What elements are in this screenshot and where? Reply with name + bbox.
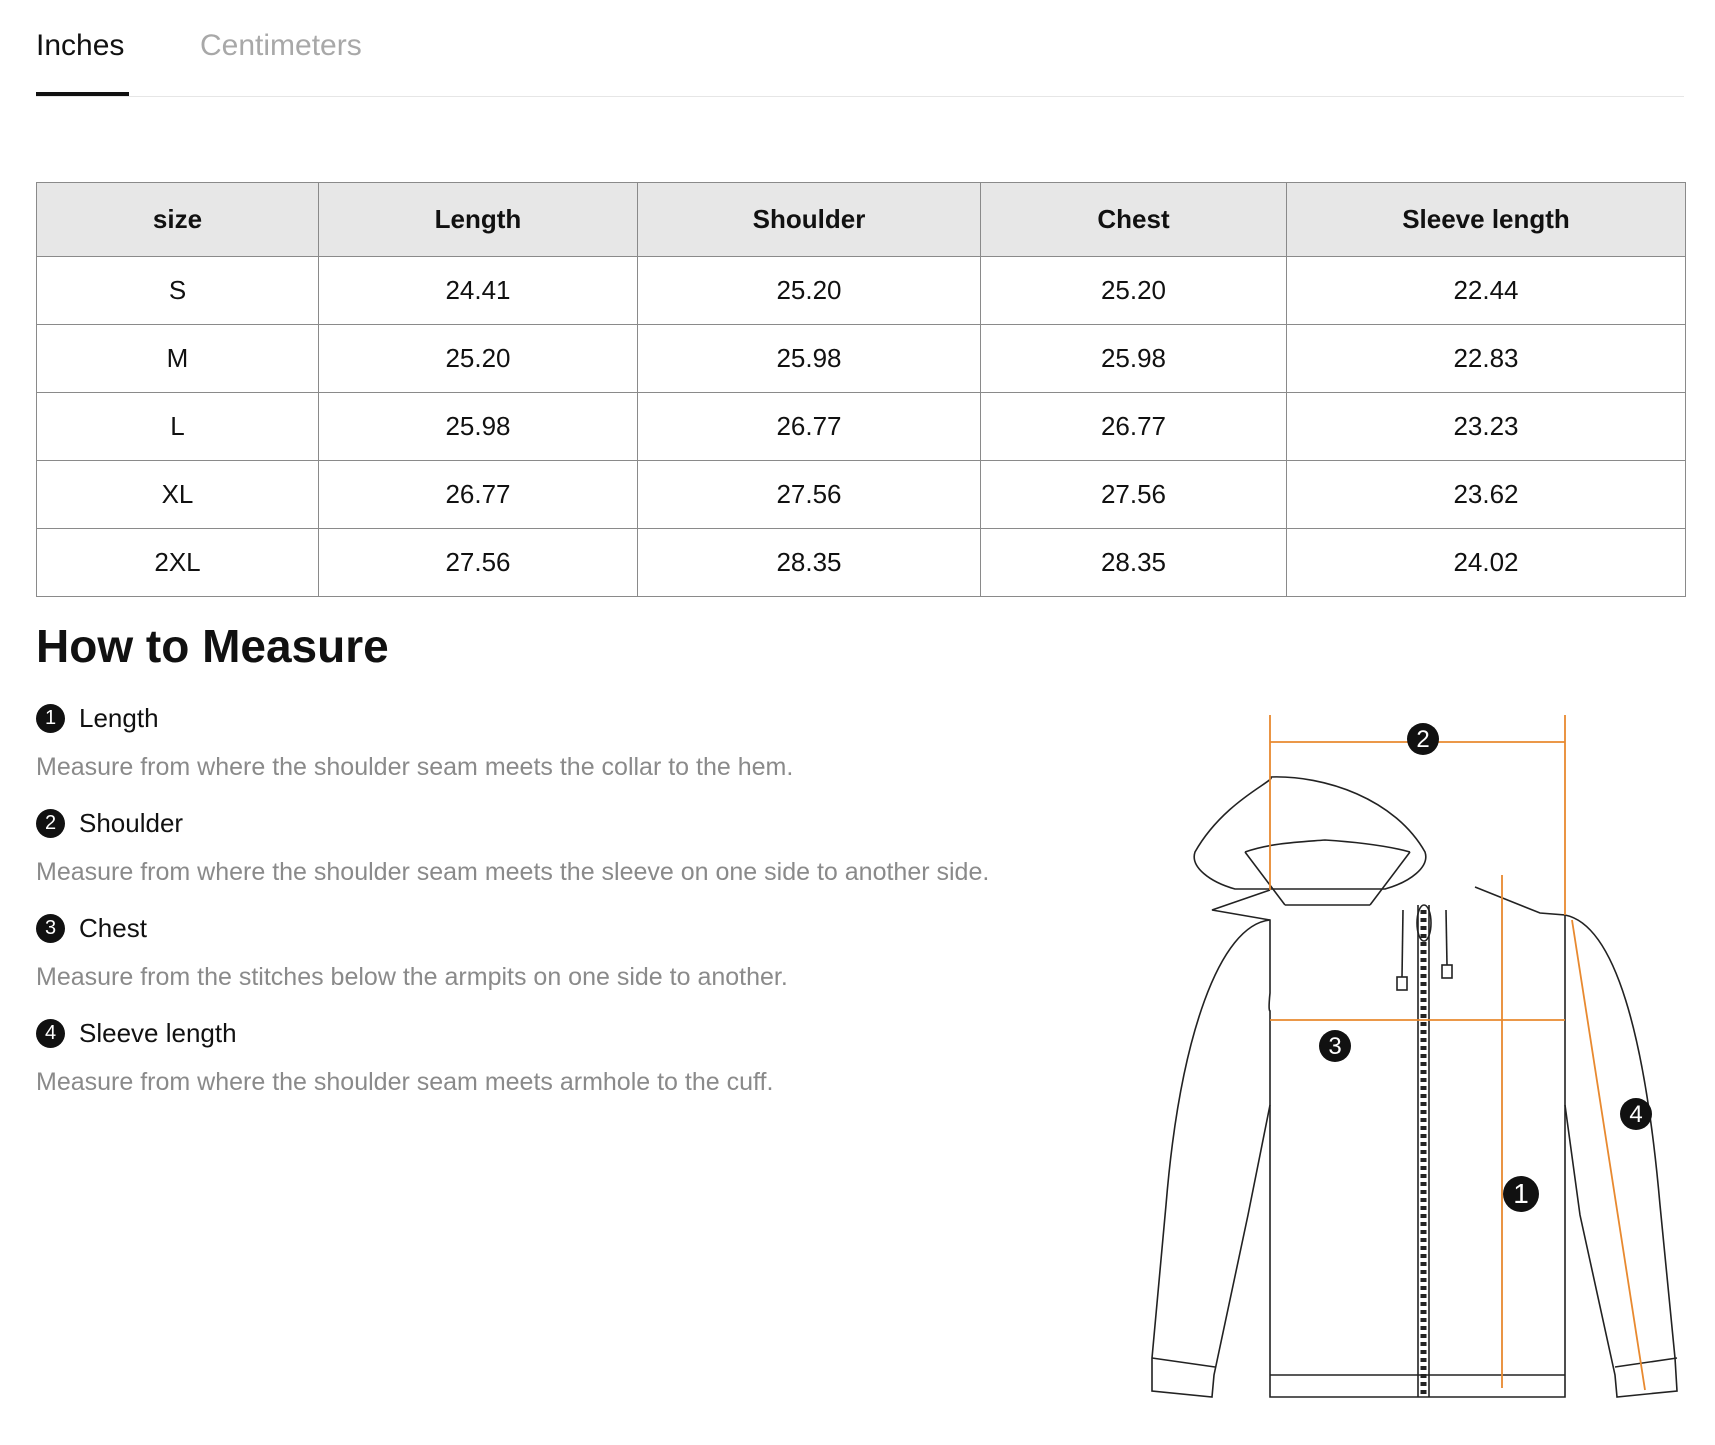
header-length: Length <box>319 183 638 257</box>
cell-shoulder: 25.98 <box>638 325 981 393</box>
unit-tabs <box>36 0 1684 97</box>
measure-description: Measure from where the shoulder seam meets the collar to the hem. <box>36 753 794 781</box>
table-header-row <box>37 183 1686 257</box>
cell-chest: 25.98 <box>981 325 1287 393</box>
number-2-icon: 2 <box>36 809 65 838</box>
cell-chest: 26.77 <box>981 393 1287 461</box>
table-row <box>37 325 1686 393</box>
tab-inches[interactable]: Inches <box>36 29 125 62</box>
active-tab-indicator <box>36 92 129 96</box>
cell-length: 26.77 <box>319 461 638 529</box>
measure-item-sleeve-length <box>36 1016 773 1097</box>
measure-label: Shoulder <box>79 807 184 838</box>
cell-size: L <box>37 393 319 461</box>
number-3-icon: 3 <box>36 914 65 943</box>
cell-length: 25.98 <box>319 393 638 461</box>
cell-sleeve-length: 23.62 <box>1287 461 1686 529</box>
table-row <box>37 393 1686 461</box>
measure-description: Measure from the stitches below the armpits on one side to another. <box>36 963 788 991</box>
marker-4: 4 <box>1629 1101 1643 1128</box>
measure-item-chest <box>36 911 788 992</box>
number-4-icon: 4 <box>36 1019 65 1048</box>
cell-sleeve-length: 22.83 <box>1287 325 1686 393</box>
cell-size: S <box>37 257 319 325</box>
measure-item-length <box>36 701 793 782</box>
cell-size: XL <box>37 461 319 529</box>
cell-chest: 27.56 <box>981 461 1287 529</box>
header-chest: Chest <box>981 183 1287 257</box>
measure-description: Measure from where the shoulder seam meets armhole to the cuff. <box>36 1068 774 1096</box>
cell-size: 2XL <box>37 529 319 597</box>
measure-item-shoulder <box>36 806 989 887</box>
tab-centimeters[interactable]: Centimeters <box>200 29 362 62</box>
cell-shoulder: 26.77 <box>638 393 981 461</box>
measure-label: Sleeve length <box>79 1017 237 1048</box>
header-size: size <box>37 183 319 257</box>
cell-size: M <box>37 325 319 393</box>
cell-shoulder: 28.35 <box>638 529 981 597</box>
cell-sleeve-length: 24.02 <box>1287 529 1686 597</box>
cell-shoulder: 27.56 <box>638 461 981 529</box>
header-sleeve-length: Sleeve length <box>1287 183 1686 257</box>
measure-label: Chest <box>79 912 147 943</box>
table-row <box>37 257 1686 325</box>
number-1-icon: 1 <box>36 704 65 733</box>
measure-label: Length <box>79 702 159 733</box>
marker-3: 3 <box>1328 1033 1342 1060</box>
cell-sleeve-length: 22.44 <box>1287 257 1686 325</box>
table-row <box>37 529 1686 597</box>
size-chart-table <box>36 182 1686 597</box>
cell-sleeve-length: 23.23 <box>1287 393 1686 461</box>
cell-length: 24.41 <box>319 257 638 325</box>
marker-2: 2 <box>1416 726 1430 753</box>
table-row <box>37 461 1686 529</box>
cell-chest: 28.35 <box>981 529 1287 597</box>
cell-chest: 25.20 <box>981 257 1287 325</box>
marker-1: 1 <box>1513 1178 1529 1209</box>
cell-length: 25.20 <box>319 325 638 393</box>
hoodie-diagram-icon <box>1140 715 1690 1420</box>
cell-length: 27.56 <box>319 529 638 597</box>
header-shoulder: Shoulder <box>638 183 981 257</box>
measure-description: Measure from where the shoulder seam meets the sleeve on one side to another side. <box>36 858 990 886</box>
how-to-measure-title: How to Measure <box>36 620 389 672</box>
cell-shoulder: 25.20 <box>638 257 981 325</box>
